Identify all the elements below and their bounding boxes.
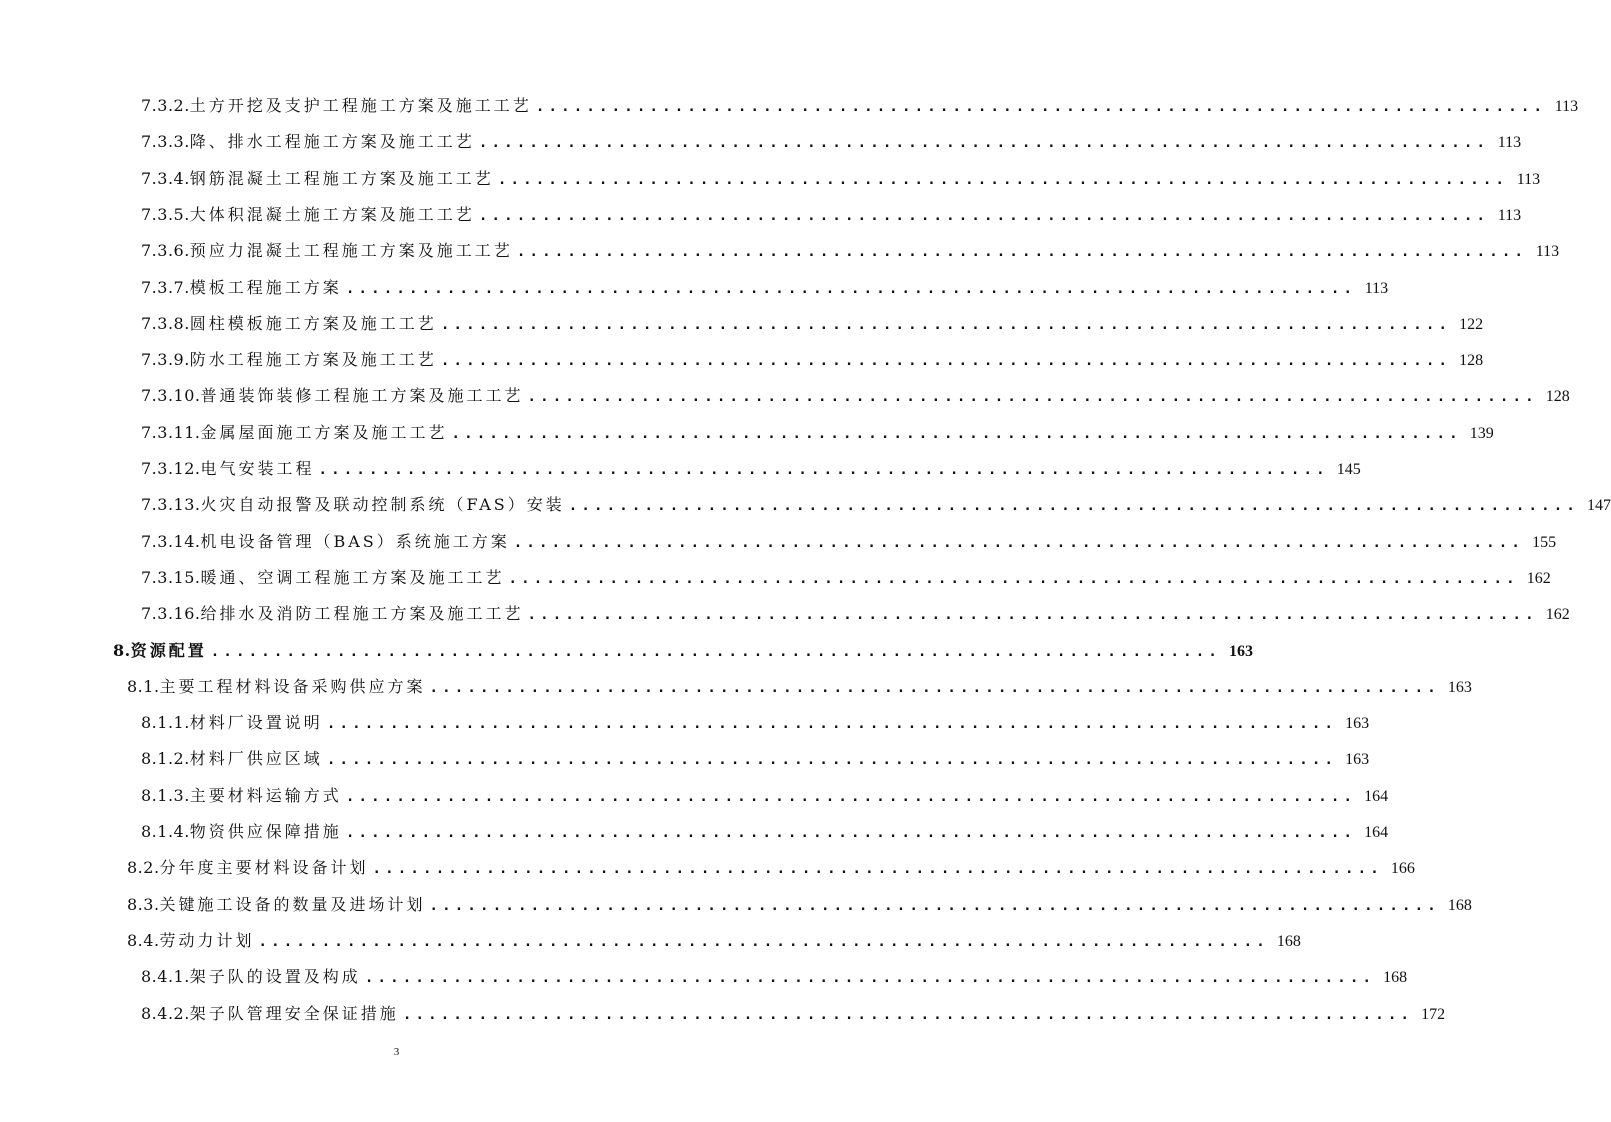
toc-entry-page: 155: [1532, 533, 1557, 551]
toc-entry[interactable]: [127, 855, 1415, 883]
toc-entry[interactable]: [141, 383, 1570, 411]
toc-entry[interactable]: [141, 746, 1370, 774]
toc-entry-page: 172: [1421, 1005, 1446, 1023]
toc-entry-number: 8.2.: [127, 858, 160, 878]
toc-entry-number: 7.3.7.: [141, 277, 190, 297]
toc-entry-page: 128: [1545, 388, 1570, 406]
toc-entry-number: 7.3.11.: [141, 422, 201, 442]
toc-entry-page: 163: [1447, 678, 1472, 696]
dot-leader: ................................................................................: [345, 825, 1357, 841]
toc-entry-title: 主要材料运输方式: [189, 785, 342, 805]
toc-entry-number: 7.3.2.: [141, 96, 190, 115]
toc-entry-title: 架子队的设置及构成: [189, 967, 361, 987]
toc-entry-number: 8.1.1.: [141, 713, 190, 733]
toc-entry[interactable]: [141, 347, 1484, 375]
toc-entry[interactable]: [141, 492, 1611, 520]
toc-entry-number: 7.3.3.: [141, 132, 190, 152]
toc-entry-title: 降、排水工程施工方案及施工工艺: [189, 132, 475, 152]
toc-entry-page: 168: [1383, 969, 1408, 987]
toc-entry-title: 劳动力计划: [159, 930, 255, 950]
dot-leader: ................................................................................: [210, 643, 1222, 660]
toc-entry[interactable]: [141, 964, 1408, 992]
toc-entry-title: 火灾自动报警及联动控制系统（FAS）安装: [200, 495, 565, 515]
toc-entry-title: 金属屋面施工方案及施工工艺: [200, 422, 448, 442]
toc-entry-number: 7.3.9.: [141, 350, 190, 370]
toc-entry-title: 资源配置: [130, 640, 207, 660]
toc-entry-title: 钢筋混凝土工程施工方案及施工工艺: [189, 168, 494, 188]
toc-entry-title: 预应力混凝土工程施工方案及施工工艺: [189, 241, 513, 261]
toc-entry-page: 147: [1587, 497, 1611, 515]
toc-entry[interactable]: [141, 783, 1389, 811]
toc-entry-number: 8.3.: [127, 894, 160, 914]
toc-entry-number: 7.3.15.: [141, 567, 201, 587]
toc-entry[interactable]: [127, 892, 1472, 920]
toc-entry[interactable]: [141, 166, 1541, 194]
toc-entry-title: 电气安装工程: [200, 459, 315, 478]
dot-leader: ................................................................................: [429, 897, 1440, 914]
toc-entry-title: 材料厂供应区域: [189, 749, 323, 769]
toc-entry[interactable]: [141, 93, 1579, 121]
toc-entry-number: 7.3.10.: [141, 386, 201, 406]
toc-entry-page: 168: [1447, 896, 1472, 914]
dot-leader: ................................................................................: [513, 534, 1525, 551]
toc-entry-page: 113: [1516, 170, 1541, 188]
toc-entry-title: 暖通、空调工程施工方案及施工工艺: [200, 567, 505, 587]
toc-entry-page: 163: [1345, 715, 1370, 733]
dot-leader: ................................................................................: [372, 861, 1383, 878]
toc-entry-page: 162: [1545, 606, 1570, 624]
toc-entry-number: 7.3.4.: [141, 168, 190, 188]
toc-entry[interactable]: [141, 311, 1484, 339]
toc-entry-page: 163: [1229, 642, 1254, 660]
toc-entry-page: 122: [1459, 315, 1484, 333]
toc-entry[interactable]: [113, 638, 1254, 666]
dot-leader: ................................................................................: [318, 462, 1329, 478]
toc-entry-title: 土方开挖及支护工程施工方案及施工工艺: [189, 96, 532, 115]
toc-entry-page: 128: [1459, 352, 1484, 370]
toc-entry[interactable]: [141, 238, 1560, 266]
toc-entry-page: 168: [1276, 932, 1301, 950]
toc-entry-number: 8.1.2.: [141, 749, 190, 769]
toc-entry-number: 7.3.13.: [141, 495, 201, 515]
dot-leader: ................................................................................: [326, 716, 1338, 733]
toc-entry[interactable]: [141, 202, 1522, 230]
toc-entry[interactable]: [141, 565, 1551, 593]
dot-leader: ................................................................................: [478, 135, 1490, 152]
toc-entry[interactable]: [141, 456, 1361, 484]
toc-entry[interactable]: [141, 529, 1557, 557]
dot-leader: ................................................................................: [326, 752, 1338, 769]
toc-entry-title: 圆柱模板施工方案及施工工艺: [189, 313, 437, 333]
dot-leader: ................................................................................: [478, 207, 1490, 224]
toc-entry-title: 普通装饰装修工程施工方案及施工工艺: [200, 386, 524, 406]
toc-entry-number: 8.1.: [127, 676, 160, 696]
toc-entry-number: 8.1.4.: [141, 822, 190, 841]
toc-entry[interactable]: [141, 275, 1389, 303]
dot-leader: ................................................................................: [258, 933, 1269, 950]
page-number: 3: [393, 1046, 400, 1058]
toc-entry-title: 模板工程施工方案: [189, 277, 342, 297]
toc-entry[interactable]: [141, 710, 1370, 738]
toc-entry-number: 8.4.: [127, 930, 160, 950]
toc-entry-page: 139: [1469, 424, 1494, 442]
dot-leader: ................................................................................: [402, 1006, 1414, 1023]
toc-entry[interactable]: [141, 601, 1570, 629]
toc-entry-page: 113: [1497, 206, 1522, 224]
dot-leader: ................................................................................: [345, 788, 1357, 805]
toc-entry-number: 7.3.16.: [141, 604, 201, 624]
toc-entry-title: 机电设备管理（BAS）系统施工方案: [200, 531, 510, 551]
toc-entry-title: 架子队管理安全保证措施: [189, 1003, 399, 1023]
toc-entry-title: 防水工程施工方案及施工工艺: [189, 350, 437, 370]
dot-leader: ................................................................................: [527, 607, 1538, 624]
toc-entry-number: 7.3.6.: [141, 241, 190, 261]
toc-entry-page: 162: [1526, 569, 1551, 587]
dot-leader: ................................................................................: [364, 970, 1376, 987]
toc-entry[interactable]: [141, 129, 1522, 157]
toc-entry[interactable]: [141, 420, 1494, 448]
toc-entry-number: 8.: [113, 640, 131, 660]
toc-entry-title: 大体积混凝土施工方案及施工工艺: [189, 204, 475, 224]
toc-entry[interactable]: [127, 674, 1472, 702]
toc-entry-page: 163: [1345, 751, 1370, 769]
toc-entry-page: 145: [1336, 461, 1361, 478]
toc-entry-page: 166: [1390, 860, 1415, 878]
dot-leader: ................................................................................: [345, 280, 1357, 297]
toc-entry-page: 113: [1554, 98, 1579, 115]
toc-entry[interactable]: [141, 819, 1389, 847]
toc-entry-page: 113: [1497, 134, 1522, 152]
toc-entry-number: 8.4.1.: [141, 967, 190, 987]
dot-leader: ................................................................................: [516, 244, 1528, 261]
dot-leader: ................................................................................: [535, 99, 1547, 115]
dot-leader: ................................................................................: [527, 389, 1538, 406]
toc-entry[interactable]: [141, 1001, 1446, 1029]
dot-leader: ................................................................................: [429, 679, 1440, 696]
dot-leader: ................................................................................: [568, 498, 1580, 515]
toc-entry-page: 164: [1364, 787, 1389, 805]
toc-entry-title: 给排水及消防工程施工方案及施工工艺: [200, 604, 524, 624]
toc-entry-page: 113: [1364, 279, 1389, 297]
toc-entry-number: 8.1.3.: [141, 785, 190, 805]
toc-entry-page: 164: [1364, 824, 1389, 841]
dot-leader: ................................................................................: [440, 353, 1452, 370]
toc-entry-title: 关键施工设备的数量及进场计划: [159, 894, 426, 914]
toc-entry-title: 物资供应保障措施: [189, 822, 342, 841]
toc-entry[interactable]: [127, 928, 1301, 956]
toc-entry-number: 7.3.5.: [141, 204, 190, 224]
dot-leader: ................................................................................: [508, 570, 1519, 587]
toc-entry-title: 材料厂设置说明: [189, 713, 323, 733]
dot-leader: ................................................................................: [440, 316, 1452, 333]
toc-entry-number: 8.4.2.: [141, 1003, 190, 1023]
toc-entry-number: 7.3.14.: [141, 531, 201, 551]
toc-entry-title: 分年度主要材料设备计划: [159, 858, 369, 878]
toc-entry-title: 主要工程材料设备采购供应方案: [159, 676, 426, 696]
toc-entry-number: 7.3.8.: [141, 313, 190, 333]
toc-entry-page: 113: [1535, 243, 1560, 261]
dot-leader: ................................................................................: [497, 171, 1509, 188]
dot-leader: ................................................................................: [451, 425, 1462, 442]
toc-entry-number: 7.3.12.: [141, 459, 201, 478]
